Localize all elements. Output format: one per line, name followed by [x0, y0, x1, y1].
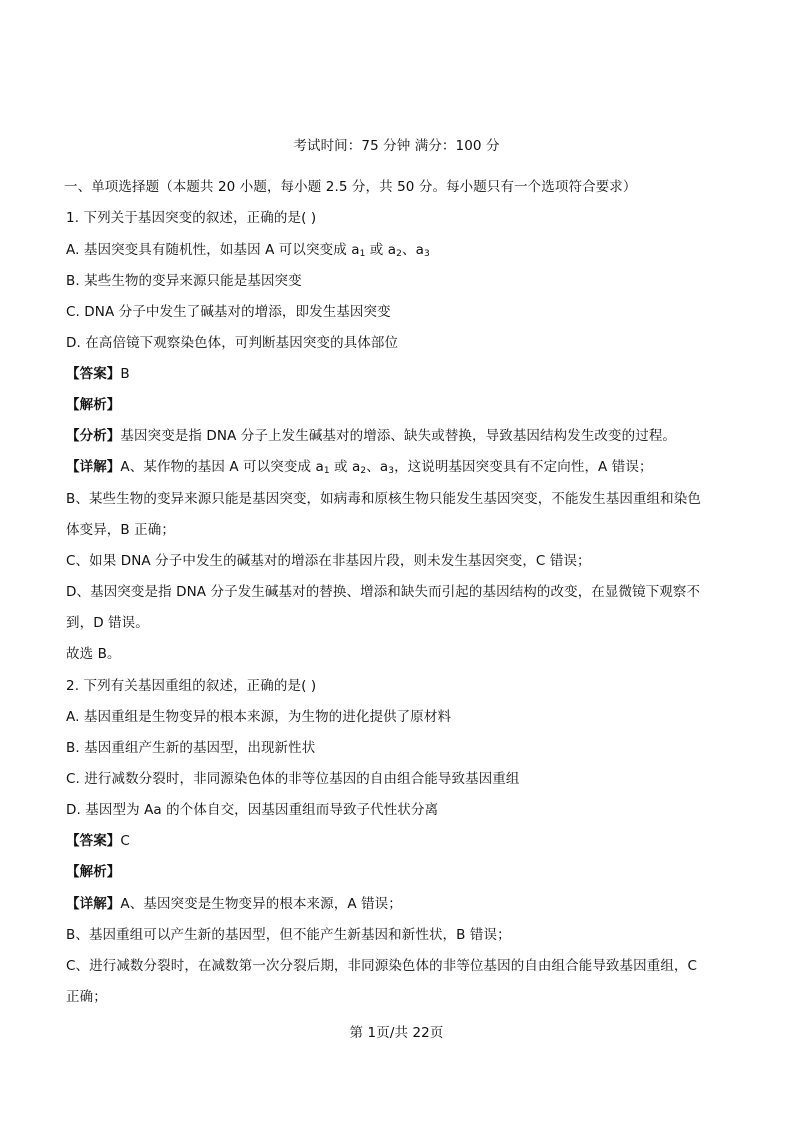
- detail-tag: 【详解】: [66, 459, 121, 475]
- allele-a3-subscript: 3: [423, 249, 430, 259]
- question-1-detail-d-line-2: 到，D 错误。: [66, 615, 149, 631]
- question-1-option-c: C. DNA 分子中发生了碱基对的增添，即发生基因突变: [66, 304, 391, 320]
- question-1-conclusion: 故选 B。: [66, 646, 121, 662]
- question-1-option-a: [66, 241, 733, 259]
- exam-info: 考试时间：75 分钟 满分：100 分: [293, 138, 500, 154]
- question-2-detail-c-line-2: 正确；: [66, 989, 107, 1005]
- question-1-stem: 1. 下列关于基因突变的叙述，正确的是( ): [66, 210, 317, 226]
- detail-a-text: A、某作物的基因 A 可以突变成: [120, 459, 316, 475]
- question-2-option-b: B. 基因重组产生新的基因型，出现新性状: [66, 740, 316, 756]
- question-1-option-b: B. 某些生物的变异来源只能是基因突变: [66, 273, 302, 289]
- detail-tag: 【详解】: [66, 896, 121, 912]
- question-1-detail-b-line-2: 体变异，B 正确；: [66, 522, 175, 538]
- question-2-detail-a: [66, 895, 733, 913]
- fenxi-text: 基因突变是指 DNA 分子上发生碱基对的增添、缺失或替换，导致基因结构发生改变的过程。: [120, 428, 677, 444]
- allele-a1-subscript: 1: [359, 249, 366, 259]
- detail-a-text: A、基因突变是生物变异的根本来源，A 错误；: [120, 896, 402, 912]
- allele-a1: a: [315, 459, 324, 475]
- section-title: 一、单项选择题（本题共 20 小题，每小题 2.5 分，共 50 分。每小题只有一个选项符合要求）: [64, 179, 637, 195]
- question-2-detail-b: B、基因重组可以产生新的基因型，但不能产生新基因和新性状，B 错误；: [66, 927, 511, 943]
- question-1-detail-d-line-1: D、基因突变是指 DNA 分子发生碱基对的替换、增添和缺失而引起的基因结构的改变，在显微镜下观察不: [66, 584, 701, 600]
- allele-a1-subscript: 1: [323, 466, 330, 476]
- allele-a2: a: [352, 459, 361, 475]
- question-2-analysis-tag: 【解析】: [66, 864, 121, 880]
- answer-tag: 【答案】: [66, 366, 121, 382]
- answer-value: B: [120, 366, 130, 382]
- question-1-detail-b-line-1: B、某些生物的变异来源只能是基因突变，如病毒和原核生物只能发生基因突变，不能发生基因重组和染色: [66, 491, 701, 507]
- detail-a-or: 或: [329, 459, 353, 475]
- fenxi-tag: 【分析】: [66, 428, 121, 444]
- question-1-answer: [66, 365, 733, 383]
- question-1-detail-c: C、如果 DNA 分子中发生的碱基对的增添在非基因片段，则未发生基因突变，C 错误；: [66, 553, 591, 569]
- allele-a3: a: [415, 242, 424, 258]
- question-2-answer: [66, 832, 733, 850]
- question-2-option-c: C. 进行减数分裂时，非同源染色体的非等位基因的自由组合能导致基因重组: [66, 771, 520, 787]
- answer-tag: 【答案】: [66, 833, 121, 849]
- question-2-stem: 2. 下列有关基因重组的叙述，正确的是( ): [66, 678, 317, 694]
- page-number: 第 1页/共 22页: [349, 1025, 444, 1041]
- question-1-option-d: D. 在高倍镜下观察染色体，可判断基因突变的具体部位: [66, 335, 399, 351]
- question-2-option-d: D. 基因型为 Aa 的个体自交，因基因重组而导致子代性状分离: [66, 802, 439, 818]
- option-a-separator: 、: [402, 242, 416, 258]
- allele-a2-subscript: 2: [396, 249, 402, 259]
- allele-a2: a: [387, 242, 397, 258]
- question-1-detail-a: [66, 458, 733, 476]
- option-a-text: A. 基因突变具有随机性，如基因 A 可以突变成: [66, 242, 352, 258]
- allele-a3-subscript: 3: [388, 466, 395, 476]
- question-1-analysis-tag: 【解析】: [66, 397, 121, 413]
- question-2-detail-c-line-1: C、进行减数分裂时，在减数第一次分裂后期，非同源染色体的非等位基因的自由组合能导致基因重组，C: [66, 958, 698, 974]
- detail-a-suffix: ，这说明基因突变具有不定向性，A 错误；: [394, 459, 653, 475]
- question-1-fenxi: [66, 427, 733, 445]
- allele-a2-subscript: 2: [360, 466, 367, 476]
- question-2-option-a: A. 基因重组是生物变异的根本来源，为生物的进化提供了原材料: [66, 709, 452, 725]
- option-a-or: 或: [365, 242, 388, 258]
- allele-a3: a: [379, 459, 389, 475]
- allele-a1: a: [351, 242, 360, 258]
- answer-value: C: [120, 833, 130, 849]
- detail-a-separator: 、: [366, 459, 380, 475]
